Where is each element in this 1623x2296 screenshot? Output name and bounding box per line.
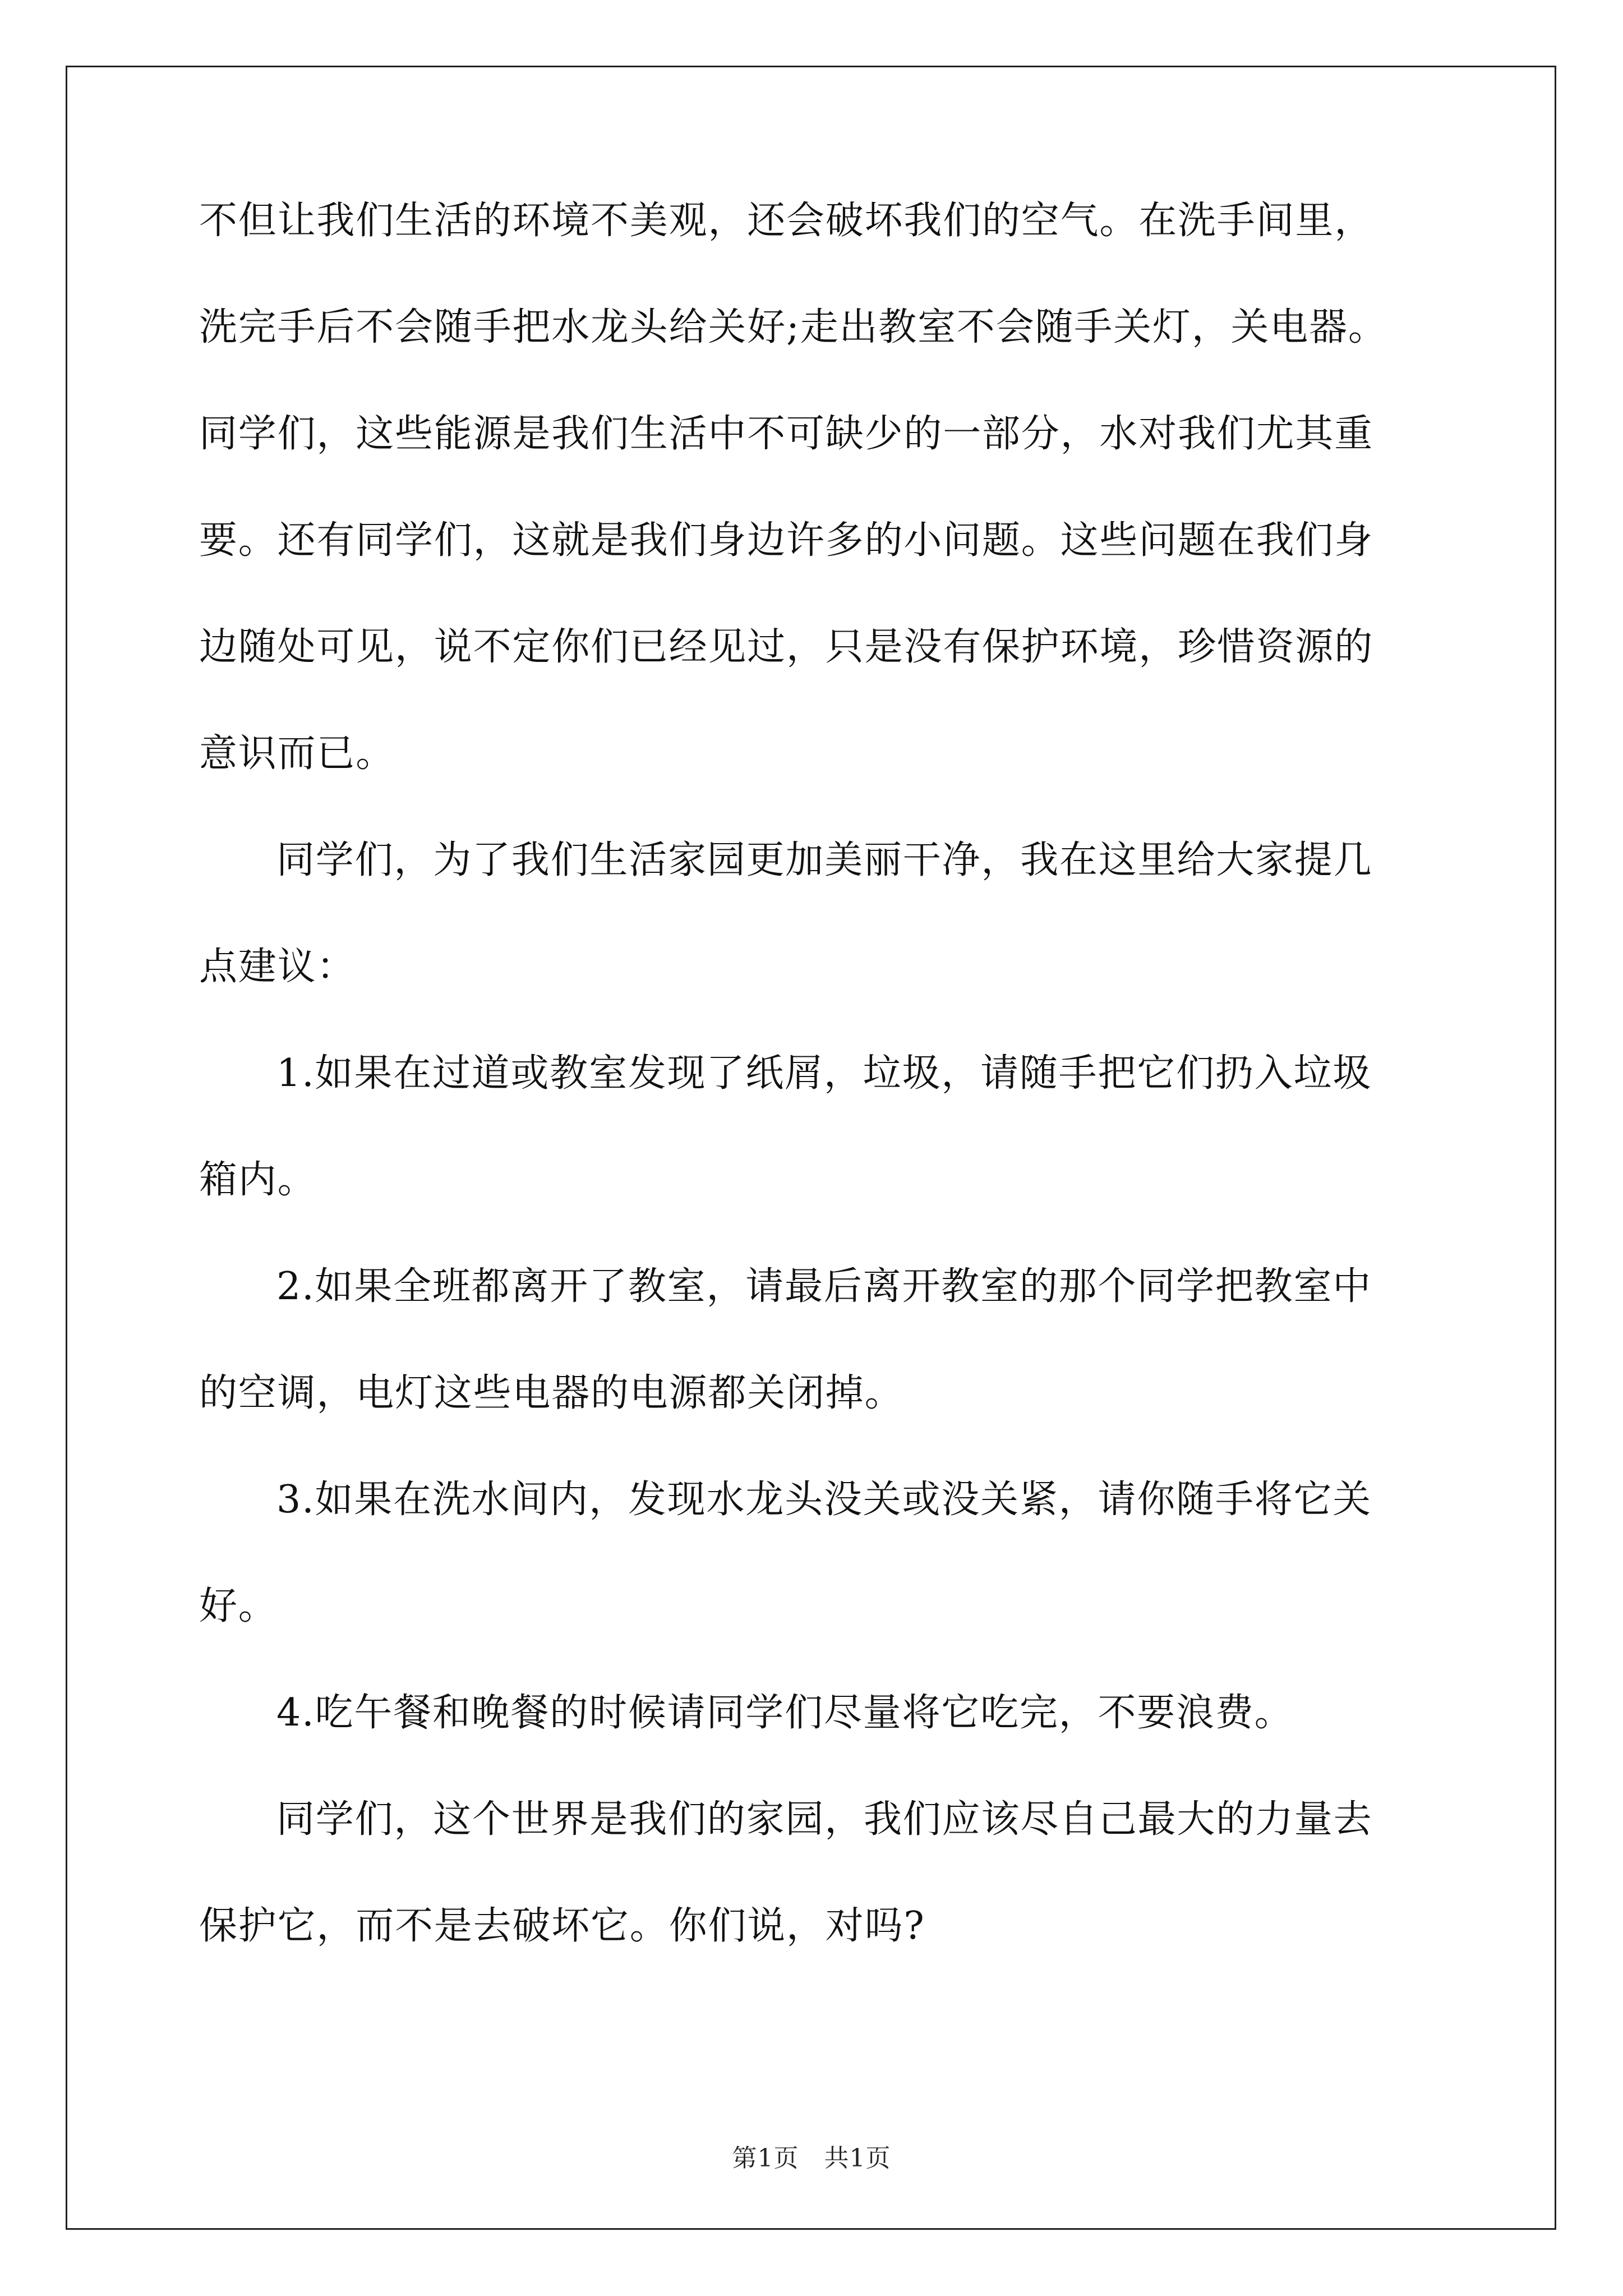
- text-line: 同学们，这些能源是我们生活中不可缺少的一部分，水对我们尤其重: [199, 412, 1374, 456]
- text-line: 保护它，而不是去破坏它。你们说，对吗?: [199, 1904, 925, 1948]
- list-item-4: 4.吃午餐和晚餐的时候请同学们尽量将它吃完，不要浪费。: [276, 1691, 1294, 1735]
- text-line: 点建议：: [199, 945, 356, 989]
- text-line: 边随处可见，说不定你们已经见过，只是没有保护环境，珍惜资源的: [199, 625, 1374, 669]
- list-item-3: 3.如果在洗水间内，发现水龙头没关或没关紧，请你随手将它关: [276, 1478, 1372, 1522]
- page-number: 第1页 共1页: [732, 2144, 891, 2173]
- document-body: [199, 199, 1433, 2014]
- text-line: 意识而已。: [199, 731, 395, 776]
- paragraph-start: 同学们，为了我们生活家园更加美丽干净，我在这里给大家提几: [276, 838, 1373, 882]
- text-line: 箱内。: [199, 1158, 317, 1202]
- list-item-1: 1.如果在过道或教室发现了纸屑，垃圾，请随手把它们扔入垃圾: [276, 1051, 1372, 1096]
- text-line: 不但让我们生活的环境不美观，还会破坏我们的空气。在洗手间里，: [199, 199, 1374, 243]
- text-line: 的空调，电灯这些电器的电源都关闭掉。: [199, 1371, 904, 1415]
- text-line: 洗完手后不会随手把水龙头给关好;走出教室不会随手关灯，关电器。: [199, 305, 1387, 349]
- text-line: 要。还有同学们，这就是我们身边许多的小问题。这些问题在我们身: [199, 518, 1374, 563]
- list-item-2: 2.如果全班都离开了教室，请最后离开教室的那个同学把教室中: [276, 1264, 1372, 1309]
- paragraph-start: 同学们，这个世界是我们的家园，我们应该尽自己最大的力量去: [276, 1797, 1373, 1842]
- text-line: 好。: [199, 1584, 278, 1628]
